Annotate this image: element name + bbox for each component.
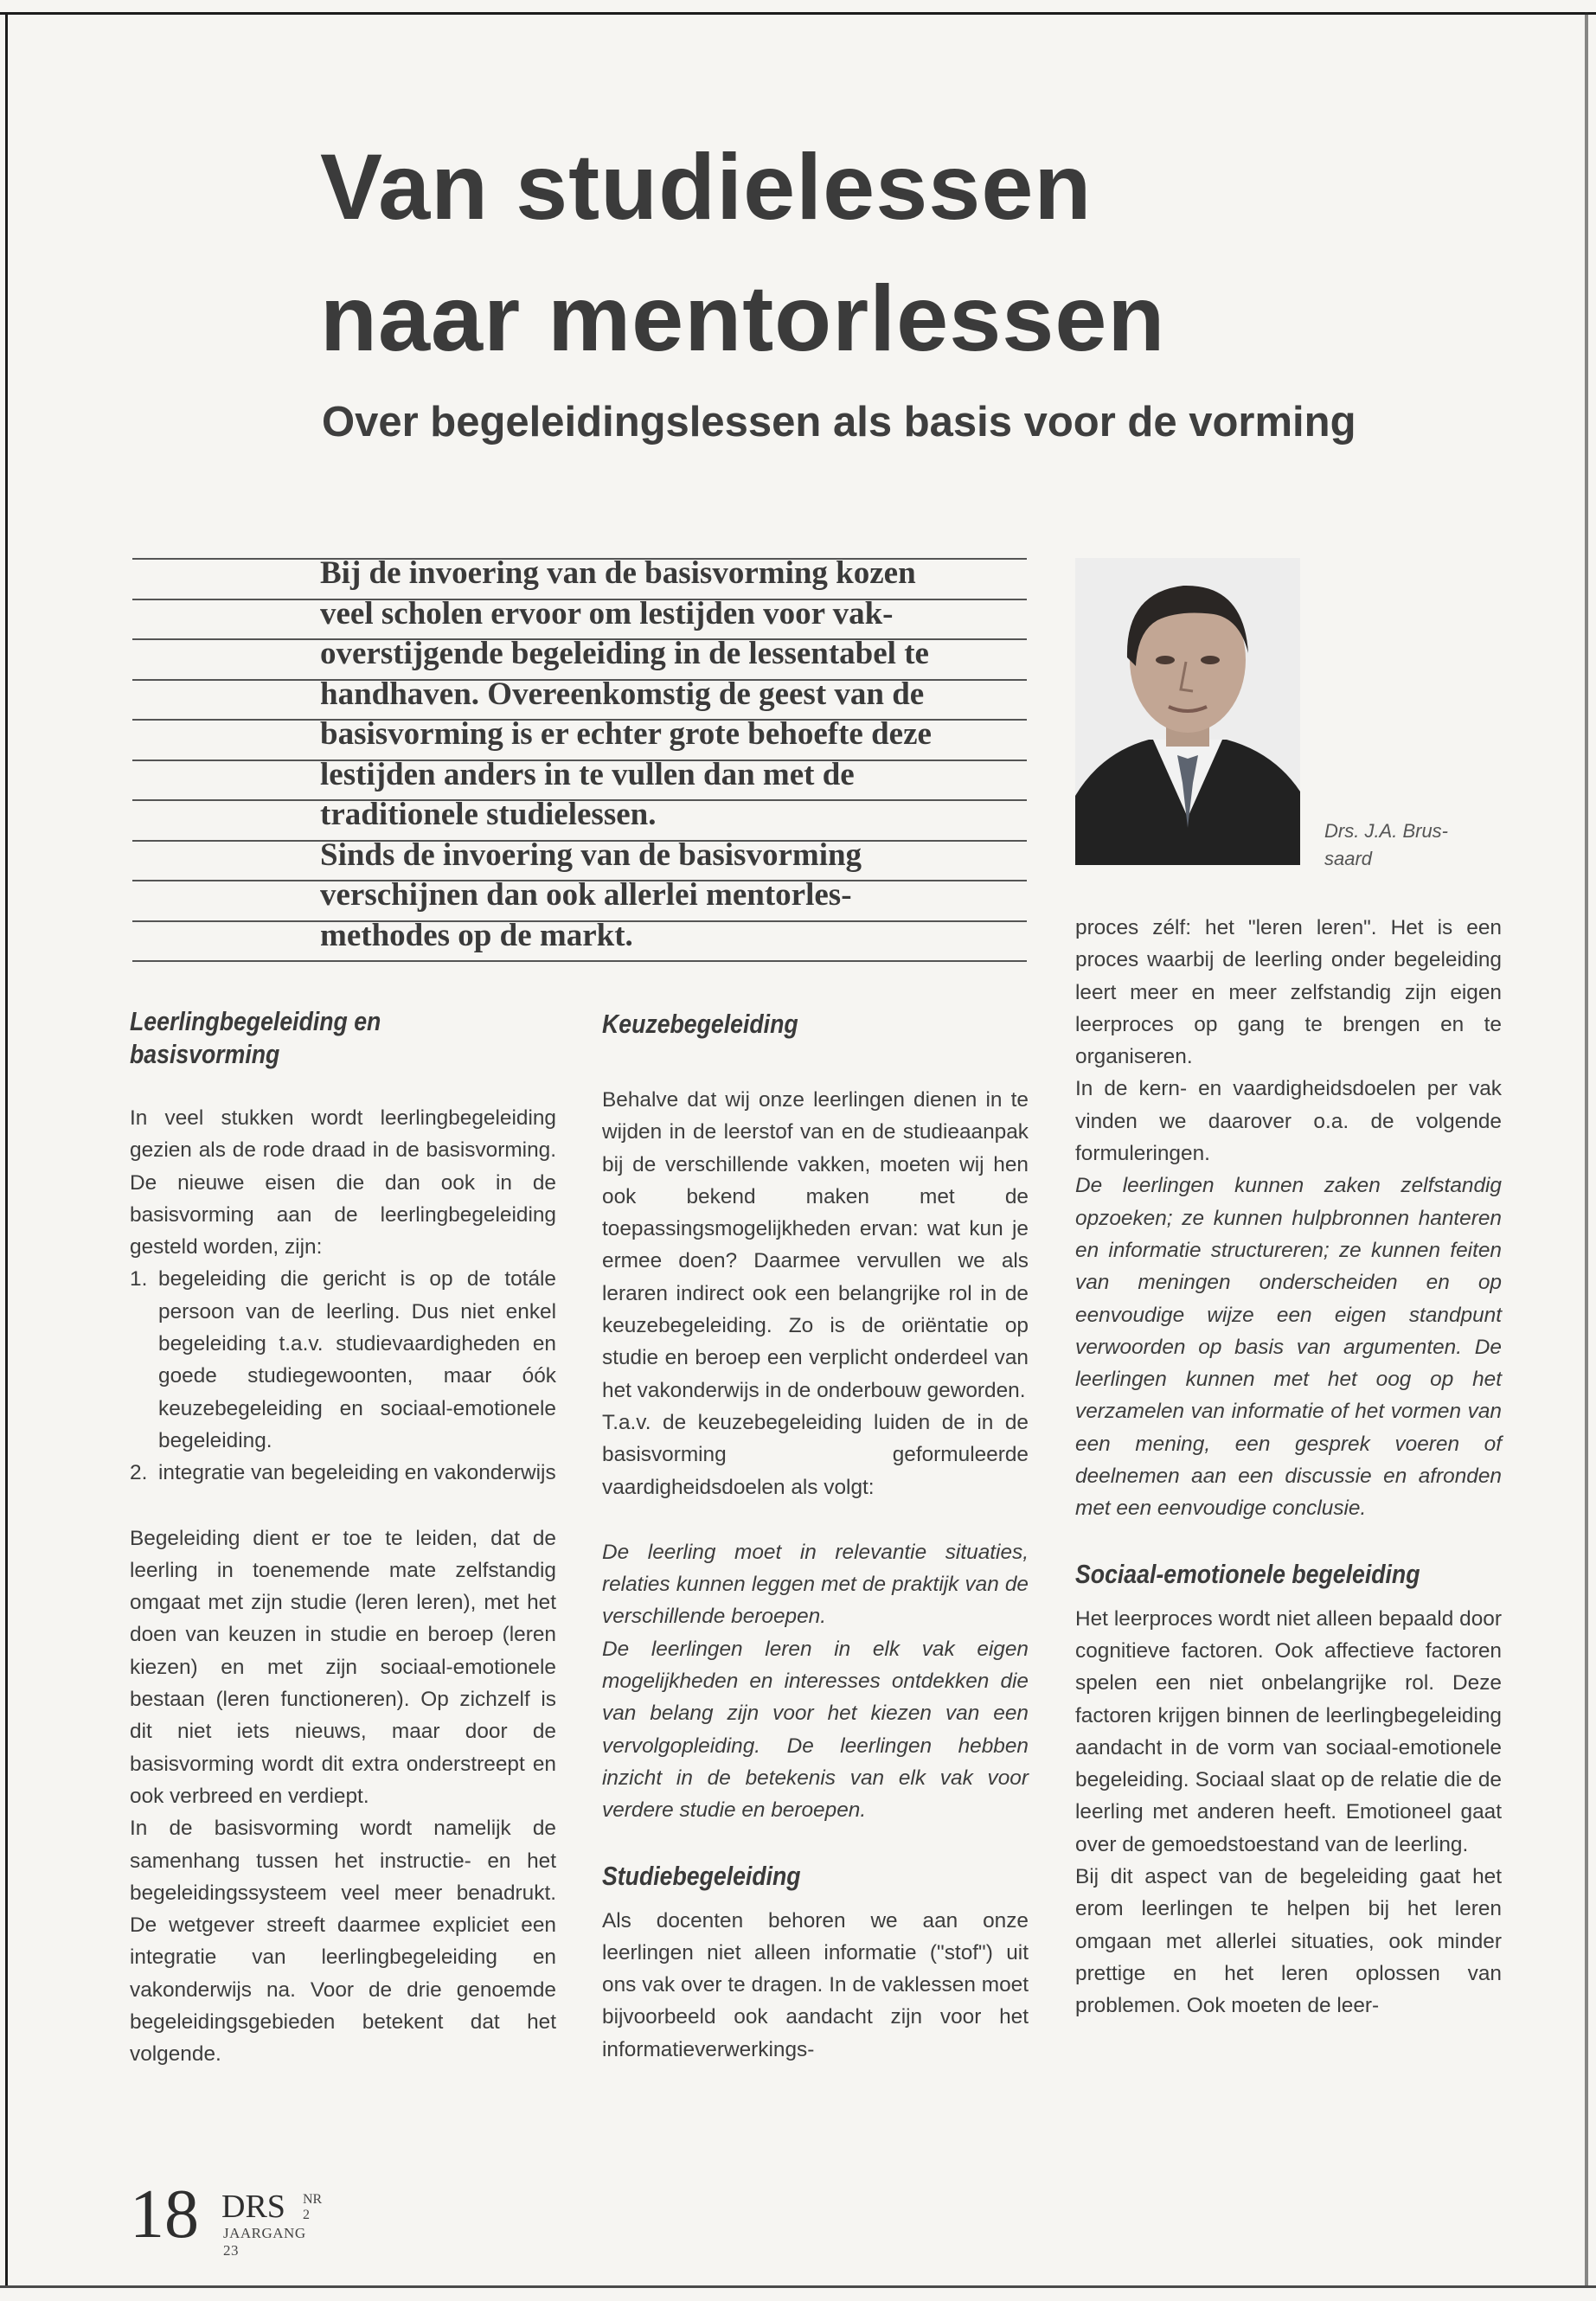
quote: De leerling moet in relevantie situaties, relaties kunnen leggen met de praktijk van de verschillende beroepen.: [602, 1540, 1029, 1629]
paragraph: Behalve dat wij onze leerlingen dienen in te wijden in de leerstof van en de studieaanpak bij de verschillende vakken, moeten wij hen ook bekend maken met de toepassingsmogelijkheden ervan: wat kun je ermee doen? Daarmee vervullen we als leraren indirect ook een belangrijke rol in de keuzebegeleiding. Zo is de oriëntatie op studie en beroep een verplicht onderdeel van het vakonderwijs in de onderbouw geworden.: [602, 1088, 1029, 1402]
list-item-text: integratie van begeleiding en vakonderwijs: [158, 1461, 556, 1485]
intro-line: verschijnen dan ook allerlei mentorles-: [320, 877, 852, 913]
column-2: [602, 1008, 1029, 2066]
intro-line: veel scholen ervoor om lestijden voor vak-: [320, 595, 894, 631]
section-heading: Studiebegeleiding: [602, 1860, 801, 1891]
intro-rule: [132, 960, 1027, 962]
intro-line: traditionele studielessen.: [320, 797, 657, 832]
list-item: [130, 1263, 556, 1457]
section-heading: basisvorming: [130, 1039, 280, 1069]
quote: De leerlingen kunnen zaken zelfstandig opzoeken; ze kunnen hulpbronnen hanteren en informatie structureren; ze kunnen feiten van meningen onderscheiden en op eenvoudige wijze een eigen standpunt verwoorden op basis van argumenten. De leerlingen kunnen met het oog op het verzamelen van informatie of het vormen van een mening, een gesprek voeren of deelnemen aan een discussie en afronden met een eenvoudige conclusie.: [1075, 1174, 1502, 1521]
title-line-2: naar mentorlessen: [320, 266, 1166, 370]
title-line-1: Van studielessen: [320, 134, 1093, 239]
magazine-name: DRS: [221, 2189, 285, 2225]
issue-number: NR 2: [303, 2192, 323, 2222]
article-title: [320, 121, 1531, 384]
paragraph: T.a.v. de keuzebegeleiding luiden de in de basisvorming geformuleerde vaardigheidsdoelen als volgt:: [602, 1410, 1029, 1499]
scan-edge-bottom: [0, 2285, 1596, 2288]
paragraph: Bij dit aspect van de begeleiding gaat het erom leerlingen te helpen bij het leren omgaan met allerlei situaties, ook minder prettige en het leren oplossen van problemen. Ook moeten de leer-: [1075, 1865, 1502, 2018]
paragraph: In veel stukken wordt leerlingbegeleiding gezien als de rode draad in de basisvorming. De nieuwe eisen die dan ook in de basisvorming aan de leerlingbegeleiding gesteld worden, zijn:: [130, 1106, 556, 1259]
paragraph: proces zélf: het "leren leren". Het is een proces waarbij de leerling onder begeleiding leert meer en meer zelfstandig zijn eigen leerproces op gang te brengen en te organiseren.: [1075, 916, 1502, 1069]
intro-line: basisvorming is er echter grote behoefte deze: [320, 716, 932, 752]
quote: De leerlingen leren in elk vak eigen mogelijkheden en interesses ontdekken die van belang zijn voor het kiezen van een vervolgopleiding. De leerlingen hebben inzicht in de betekenis van elk vak voor verdere studie en beroepen.: [602, 1637, 1029, 1823]
intro-line: methodes op de markt.: [320, 917, 633, 953]
column-3: [1075, 912, 1502, 2022]
scan-edge-right: [1585, 12, 1588, 2287]
intro-line: overstijgende begeleiding in de lessentabel te: [320, 636, 929, 671]
page-number: 18: [130, 2176, 199, 2253]
column-1: [130, 1005, 556, 2071]
list-item: [130, 1457, 556, 1489]
list-item-text: begeleiding die gericht is op de totále persoon van de leerling. Dus niet enkel begeleiding t.a.v. studievaardigheden en goede studiegewoonten, maar óók keuzebegeleiding en sociaal-emotionele begeleiding.: [158, 1267, 556, 1452]
intro-line: lestijden anders in te vullen dan met de: [320, 756, 855, 792]
scan-edge-top: [0, 12, 1596, 15]
paragraph: Het leerproces wordt niet alleen bepaald door cognitieve factoren. Ook affectieve factoren spelen een niet onbelangrijke rol. Deze factoren krijgen binnen de leerlingbegeleiding aandacht in de vorm van sociaal-emotionele begeleiding. Sociaal slaat op de relatie die de leerling met anderen heeft. Emotioneel gaat over de gemoedstoestand van de leerling.: [1075, 1606, 1502, 1856]
paragraph: In de basisvorming wordt namelijk de samenhang tussen het instructie- en het begeleidingssysteem veel meer benadrukt. De wetgever streeft daarmee expliciet een integratie van leerlingbegeleiding en vakonderwijs na. Voor de drie genoemde begeleidingsgebieden betekent dat het volgende.: [130, 1817, 556, 2067]
section-heading: Keuzebegeleiding: [602, 1009, 798, 1039]
scan-edge-left: [5, 12, 8, 2287]
paragraph: Begeleiding dient er toe te leiden, dat de leerling in toenemende mate zelfstandig omgaat met zijn studie (leren leren), met het doen van keuzen in studie en beroep (leren kiezen) en met zijn sociaal-emotionele bestaan (leren functioneren). Op zichzelf is dit niet iets nieuws, maar door de basisvorming wordt dit extra onderstreept en ook verbreed en verdiept.: [130, 1526, 556, 1808]
intro-line: handhaven. Overeenkomstig de geest van de: [320, 676, 925, 712]
section-heading: Sociaal-emotionele begeleiding: [1075, 1558, 1420, 1589]
paragraph: In de kern- en vaardigheidsdoelen per vak vinden we daarover o.a. de volgende formuleringen.: [1075, 1077, 1502, 1166]
volume-label: JAARGANG 23: [223, 2225, 306, 2259]
intro-lead: [320, 554, 1029, 956]
article-subtitle: Over begeleidingslessen als basis voor de vorming: [322, 399, 1356, 445]
author-portrait-image: [1075, 558, 1300, 865]
list-number: 2.: [130, 1461, 148, 1485]
intro-line: Bij de invoering van de basisvorming kozen: [320, 555, 916, 591]
requirements-list: [130, 1263, 556, 1489]
author-photo: [1075, 558, 1300, 865]
section-heading: Leerlingbegeleiding en: [130, 1006, 381, 1036]
photo-caption: Drs. J.A. Brus-saard: [1324, 820, 1449, 869]
paragraph: Als docenten behoren we aan onze leerlingen niet alleen informatie ("stof") uit ons vak over te dragen. In de vaklessen moet bijvoorbeeld ook aandacht zijn voor het informatieverwerkings-: [602, 1908, 1029, 2061]
list-number: 1.: [130, 1267, 148, 1292]
intro-line: Sinds de invoering van de basisvorming: [320, 836, 862, 873]
